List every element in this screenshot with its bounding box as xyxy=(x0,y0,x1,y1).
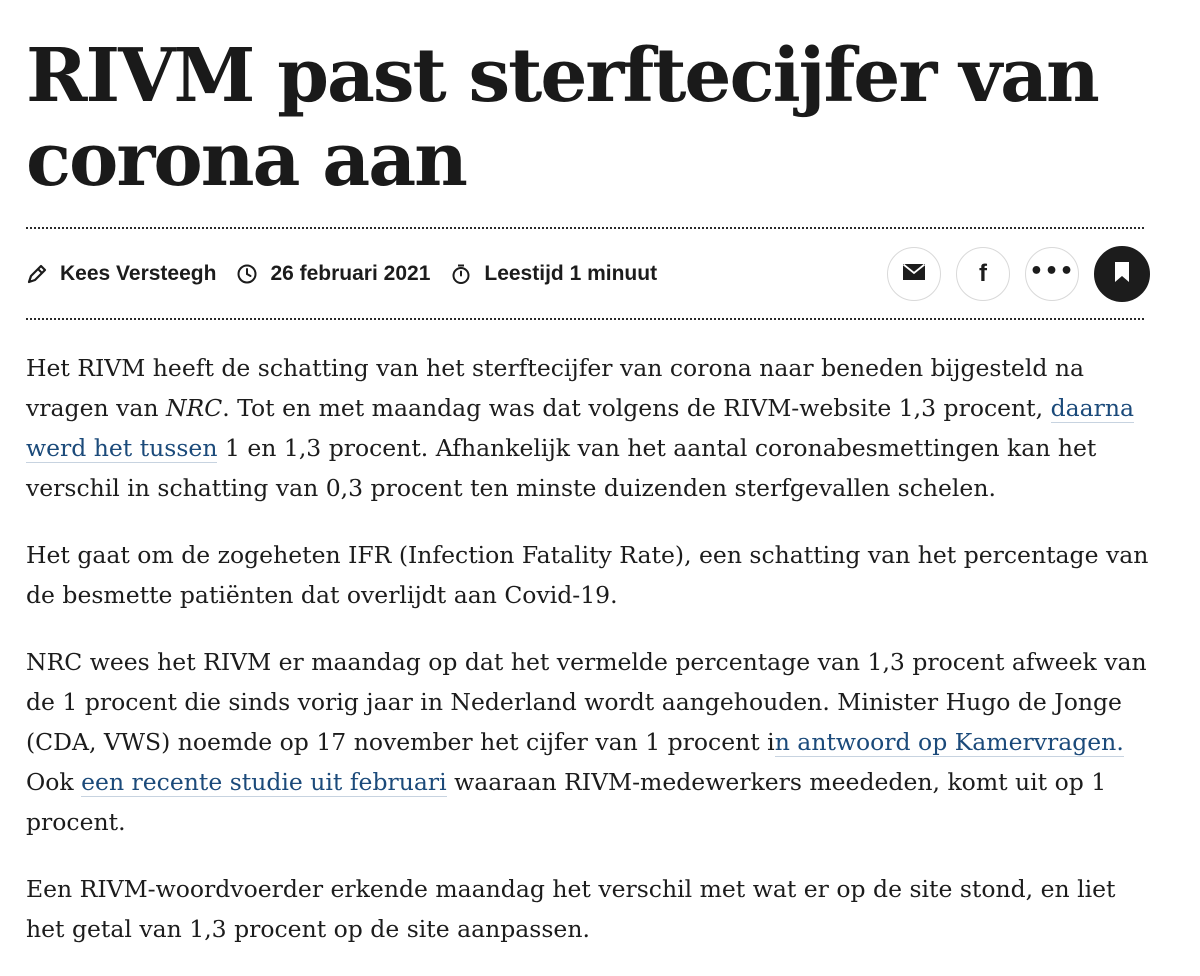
share-buttons xyxy=(872,246,1150,302)
author-name[interactable]: Kees Versteegh xyxy=(60,262,217,285)
meta-info xyxy=(26,260,657,288)
pen-icon xyxy=(26,263,48,285)
envelope-icon xyxy=(902,263,926,286)
stopwatch-icon xyxy=(450,263,472,285)
paragraph-3: NRC wees het RIVM er maandag op dat het vermelde percentage van 1,3 procent afweek van de 1 procent die sinds vorig jaar in Nederland wordt aangehouden. Minister Hugo de Jonge (CDA, VWS) noemde op 17 november het cijfer van 1 procent in antwoord op Kamervragen. Ook een recente studie uit februari waaraan RIVM-medewerkers meededen, komt uit op 1 procent. xyxy=(26,648,1147,836)
share-facebook-button[interactable] xyxy=(956,247,1010,301)
link-daarna-werd-het-tussen[interactable]: daarna werd het tussen xyxy=(26,394,1135,462)
dotted-divider-bottom xyxy=(26,318,1144,320)
paragraph-1: Het RIVM heeft de schatting van het sterftecijfer van corona naar beneden bijgesteld na vragen van NRC. Tot en met maandag was dat volgens de RIVM-website 1,3 procent, daarna werd het tussen 1 en 1,3 procent. Afhankelijk van het aantal coronabesmettingen kan het verschil in schatting van 0,3 procent ten minste duizenden sterfgevallen schelen. xyxy=(26,354,1135,502)
paragraph-2: Het gaat om de zogeheten IFR (Infection Fatality Rate), een schatting van het percentage van de besmette patiënten dat overlijdt aan Covid-19. xyxy=(26,541,1149,609)
article-body xyxy=(26,348,1156,976)
share-email-button[interactable] xyxy=(887,247,941,301)
more-options-button[interactable] xyxy=(1025,247,1079,301)
facebook-icon: f xyxy=(979,260,987,287)
link-antwoord-op-kamervragen[interactable]: n antwoord op Kamervragen. xyxy=(774,728,1124,756)
nrc-emphasis: NRC xyxy=(165,394,223,422)
article-meta xyxy=(26,246,1150,302)
publish-date: 26 februari 2021 xyxy=(270,262,431,285)
article-title: RIVM past sterftecijfer van corona aan xyxy=(26,33,1098,203)
clock-icon xyxy=(236,263,258,285)
bookmark-button[interactable] xyxy=(1094,246,1150,302)
more-dots-icon: ••• xyxy=(1029,259,1075,284)
reading-time: Leestijd 1 minuut xyxy=(484,262,658,285)
dotted-divider-top xyxy=(26,227,1144,229)
paragraph-4: Een RIVM-woordvoerder erkende maandag het verschil met wat er op de site stond, en liet het getal van 1,3 procent op de site aanpassen. xyxy=(26,875,1116,943)
bookmark-icon xyxy=(1114,261,1130,288)
link-recente-studie[interactable]: een recente studie uit februari xyxy=(81,768,447,796)
